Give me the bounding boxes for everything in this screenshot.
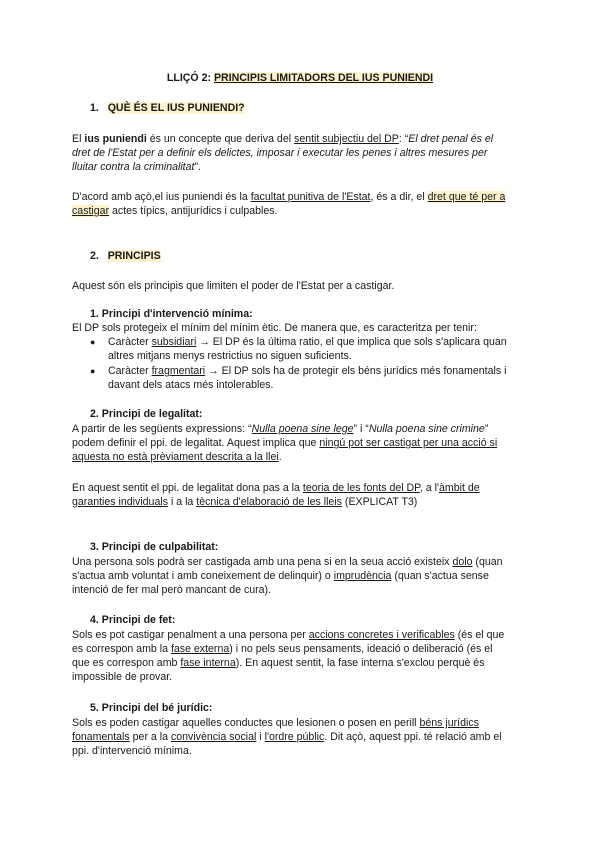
principle-4-line1: Sols es pot castigar penalment a una persona per accions concretes i verificables (és el que [72,629,505,641]
principle-1-bullet-1-line1: Caràcter subsidiari → El DP és la última ratio, el que implica que sols s'aplicara quan [108,336,507,348]
bullet-dot-icon: ● [90,337,96,347]
section-1-heading: 1. QUÈ ÉS EL IUS PUNIENDI? [90,102,245,114]
bullet-dot-icon: ● [90,366,96,376]
principle-4-heading: 4. Principi de fet: [90,614,176,626]
title-main: PRINCIPIS LIMITADORS DEL IUS PUNIENDI [213,72,434,84]
principle-3-line3: intenció de fer mal però mancant de cura). [72,584,272,596]
principle-2-line5: garanties individuals i a la tècnica d'elaboració de les lleis (EXPLICAT T3) [72,496,418,508]
sec2-intro: Aquest són els principis que limiten el poder de l'Estat per a castigar. [72,280,395,292]
principle-1-bullet-2-line2: davant dels atacs més intolerables. [108,379,274,391]
principle-4-line3: que es correspon amb fase interna). En aquest sentit, la fase interna s'exclou perquè és [72,657,485,669]
principle-5-line2: fonamentals per a la convivència social i l'ordre públic. Dit açò, aquest ppi. té relació amb el [72,731,502,743]
principle-5-heading: 5. Principi del bé jurídic: [90,702,213,714]
section-2-heading: 2. PRINCIPIS [90,250,161,262]
principle-1-bullet-1-line2: altres mitjans menys restrictius no siguen suficients. [108,350,352,362]
principle-4-line4: impossible de provar. [72,671,173,683]
principle-5-line1: Sols es poden castigar aquelles conductes que lesionen o posen en perill béns jurídics [72,717,479,729]
sec1-p1-line1: El ius puniendi és un concepte que deriva del sentit subjectiu del DP: “El dret penal és el [72,133,494,145]
principle-3-line1: Una persona sols podrà ser castigada amb una pena si en la seua acció existeix dolo (quan [72,556,503,568]
sec1-p1-line2: dret de l'Estat per a definir els delictes, imposar i executar les penes i altres mesures per [72,147,488,159]
principle-4-line2: es correspon amb la fase externa) i no pels seus pensaments, ideació o deliberació (és el [72,643,493,655]
principle-3-line2: s'actua amb voluntat i amb coneixement de delinquir) o imprudència (quan s'actua sense [72,570,489,582]
principle-2-line2: podem definir el ppi. de legalitat. Aquest implica que ningú pot ser castigat per una acció si [72,437,498,449]
sec1-p2-line2: castigar actes típics, antijurídics i culpables. [72,205,278,217]
principle-1-bullet-2-line1: Caràcter fragmentari → El DP sols ha de protegir els béns jurídics més fonamentals i [108,365,507,377]
principle-2-heading: 2. Principi de legalitat: [90,408,203,420]
sec1-p1-line3: lluitar contra la criminalitat”. [72,161,201,173]
principle-1-line1: El DP sols protegeix el mínim del mínim ètic. De manera que, es caracteritza per tenir: [72,322,477,334]
sec1-p2-line1: D'acord amb açò,el ius puniendi és la facultat punitiva de l'Estat, és a dir, el dret que té per a [72,191,506,203]
principle-2-line4: En aquest sentit el ppi. de legalitat dona pas a la teoria de les fonts del DP, a l'àmbit de [72,482,480,494]
title-prefix: LLIÇÓ 2: [166,72,214,84]
principle-1-heading: 1. Principi d'intervenció mínima: [90,308,253,320]
page-title [0,72,600,84]
principle-2-line3: aquesta no està prèviament descrita a la llei. [72,451,282,463]
principle-2-line1: A partir de les següents expressions: “Nulla poena sine lege” i “Nulla poena sine crimine” [72,423,489,435]
principle-5-line3: ppi. d'intervenció mínima. [72,745,192,757]
principle-3-heading: 3. Principi de culpabilitat: [90,541,219,553]
